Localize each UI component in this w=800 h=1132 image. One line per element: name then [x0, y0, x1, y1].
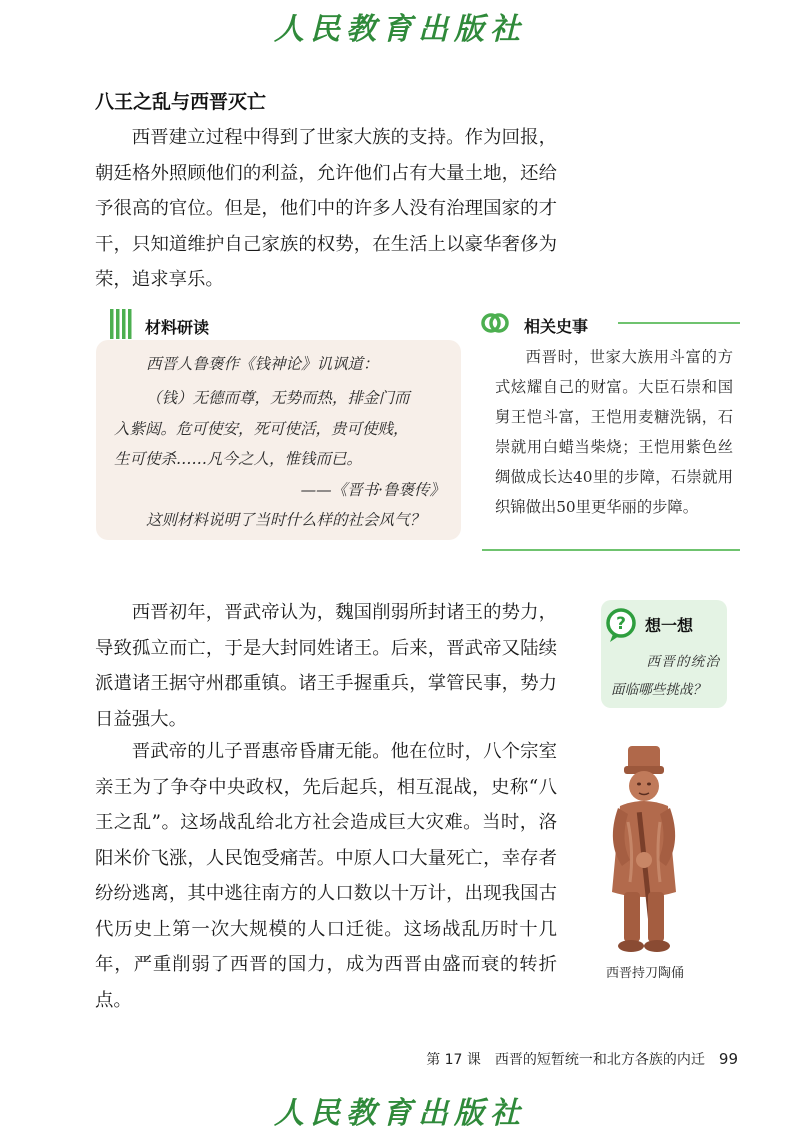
related-history-text: 西晋时，世家大族用斗富的方式炫耀自己的财富。大臣石崇和国舅王恺斗富，王恺用麦糖洗锅，石崇就用白蜡当柴烧；王恺用紫色丝绸做成长达40里的步障，石崇就用织锦做出50里更华丽的步障。: [495, 348, 733, 516]
book-stripes-icon: [110, 309, 132, 339]
related-bottom-divider: [482, 549, 740, 551]
publisher-logo-bottom: 人民教育出版社: [274, 1096, 526, 1131]
page-footer: [426, 1049, 738, 1069]
related-top-divider: [618, 322, 740, 324]
lesson-title: 第 17 课 西晋的短暂统一和北方各族的内迁: [426, 1052, 705, 1068]
paragraph-1: 西晋建立过程中得到了世家大族的支持。作为回报，朝廷格外照顾他们的利益，允许他们占有大量土地，还给予很高的官位。但是，他们中的许多人没有治理国家的才干，只知道维护自己家族的权势，在生活上以豪华奢侈为荣，追求享乐。: [95, 127, 557, 290]
think-text: 西晋的统治面临哪些挑战？: [611, 654, 719, 698]
question-bubble-icon: [605, 608, 637, 644]
material-intro: 西晋人鲁褒作《钱神论》讥讽道：: [146, 355, 379, 373]
material-quote-line: （钱）无德而尊，无势而热，排金门而: [146, 389, 410, 407]
material-question: 这则材料说明了当时什么样的社会风气？: [146, 511, 426, 529]
page-number: 99: [718, 1050, 738, 1068]
material-source: ——《晋书·鲁褒传》: [300, 481, 445, 499]
paragraph-3: 晋武帝的儿子晋惠帝昏庸无能。他在位时，八个宗室亲王为了争夺中央政权，先后起兵，相互混战，史称“八王之乱”。这场战乱给北方社会造成巨大灾难。当时，洛阳米价飞涨，人民饱受痛苦。中原人口大量死亡，幸存者纷纷逃离，其中逃往南方的人口数以十万计，出现我国古代历史上第一次大规模的人口迁徙。这场战乱历时十几年，严重削弱了西晋的国力，成为西晋由盛而衰的转折点。: [95, 741, 557, 1011]
publisher-logo-top: 人民教育出版社: [274, 12, 526, 47]
pottery-figurine-image: [598, 742, 690, 954]
material-quote-line: 入紫闼。危可使安，死可使活，贵可使贱，: [114, 420, 409, 438]
paragraph-2: 西晋初年，晋武帝认为，魏国削弱所封诸王的势力，导致孤立而亡，于是大封同姓诸王。后来，晋武帝又陆续派遣诸王据守州郡重镇。诸王手握重兵，掌管民事，势力日益强大。: [95, 602, 557, 730]
related-history-icon: [481, 309, 509, 337]
material-box: [96, 340, 461, 540]
material-quote-line: 生可使杀……凡今之人，惟钱而已。: [114, 450, 363, 468]
related-history-title: 相关史事: [524, 317, 589, 336]
section-title: 八王之乱与西晋灭亡: [95, 91, 267, 113]
svg-text:?: ?: [616, 614, 626, 634]
think-title: 想一想: [645, 616, 694, 635]
material-title: 材料研读: [145, 318, 210, 337]
figure-caption: 西晋持刀陶俑: [605, 966, 684, 981]
